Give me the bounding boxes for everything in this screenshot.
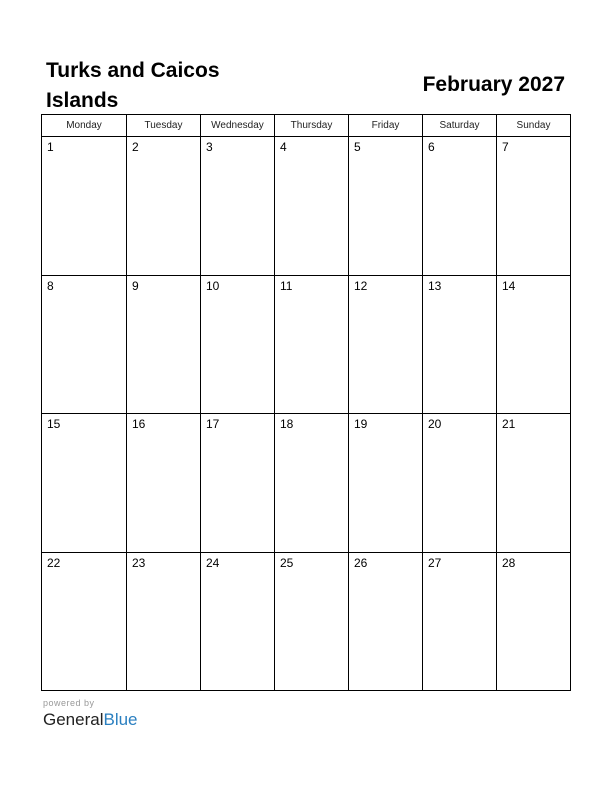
day-cell (127, 275, 201, 414)
day-number: 16 (132, 417, 146, 431)
day-number: 25 (280, 555, 294, 570)
day-number: 8 (47, 278, 54, 293)
day-cell (349, 552, 423, 691)
calendar-grid (41, 114, 571, 691)
day-cell (423, 414, 497, 553)
day-number: 1 (47, 140, 54, 154)
day-cell (349, 275, 423, 414)
week-row (42, 414, 571, 553)
day-cell (42, 552, 127, 691)
day-cell (349, 414, 423, 553)
weekday-sunday: Sunday (497, 115, 571, 137)
page-title-month: February 2027 (422, 73, 565, 96)
weekday-saturday: Saturday (423, 115, 497, 137)
generalblue-logo[interactable] (43, 710, 138, 730)
weekday-thursday: Thursday (275, 115, 349, 137)
day-number: 22 (47, 555, 61, 570)
brand-text-general: General (43, 710, 104, 729)
day-cell (497, 137, 571, 276)
week-row (42, 552, 571, 691)
day-number: 14 (502, 278, 516, 293)
footer-branding (43, 698, 138, 730)
day-cell (423, 137, 497, 276)
day-number: 2 (132, 140, 139, 154)
day-cell (423, 552, 497, 691)
day-number: 28 (502, 555, 516, 570)
week-row (42, 275, 571, 414)
week-row (42, 137, 571, 276)
day-cell (42, 137, 127, 276)
day-number: 10 (206, 278, 220, 293)
weekday-tuesday: Tuesday (127, 115, 201, 137)
day-cell (201, 414, 275, 553)
day-cell (349, 137, 423, 276)
day-cell (497, 414, 571, 553)
day-cell (275, 137, 349, 276)
day-cell (201, 275, 275, 414)
day-cell (127, 414, 201, 553)
day-cell (423, 275, 497, 414)
day-number: 4 (280, 140, 287, 154)
day-cell (275, 552, 349, 691)
day-cell (42, 414, 127, 553)
day-cell (275, 275, 349, 414)
day-number: 12 (354, 278, 368, 293)
day-cell (497, 275, 571, 414)
day-number: 6 (428, 140, 435, 154)
weekday-monday: Monday (42, 115, 127, 137)
day-number: 19 (354, 417, 368, 431)
weekday-friday: Friday (349, 115, 423, 137)
powered-by-text: powered by (43, 698, 95, 708)
day-cell (127, 552, 201, 691)
day-number: 21 (502, 417, 516, 431)
day-cell (497, 552, 571, 691)
day-number: 23 (132, 555, 146, 570)
day-cell (201, 552, 275, 691)
weekday-wednesday: Wednesday (201, 115, 275, 137)
day-cell (127, 137, 201, 276)
day-number: 9 (132, 278, 139, 293)
day-number: 15 (47, 417, 61, 431)
day-number: 24 (206, 555, 220, 570)
day-cell (42, 275, 127, 414)
day-cell (201, 137, 275, 276)
day-number: 11 (280, 278, 293, 293)
day-number: 3 (206, 140, 213, 154)
day-number: 13 (428, 278, 442, 293)
day-cell (275, 414, 349, 553)
day-number: 18 (280, 417, 294, 431)
day-number: 27 (428, 555, 442, 570)
page-title-country: Turks and Caicos Islands (46, 59, 220, 112)
day-number: 17 (206, 417, 220, 431)
weekday-header-row (42, 115, 571, 137)
day-number: 5 (354, 140, 361, 154)
day-number: 7 (502, 140, 509, 154)
day-number: 26 (354, 555, 368, 570)
brand-text-blue: Blue (103, 710, 138, 729)
day-number: 20 (428, 417, 442, 431)
